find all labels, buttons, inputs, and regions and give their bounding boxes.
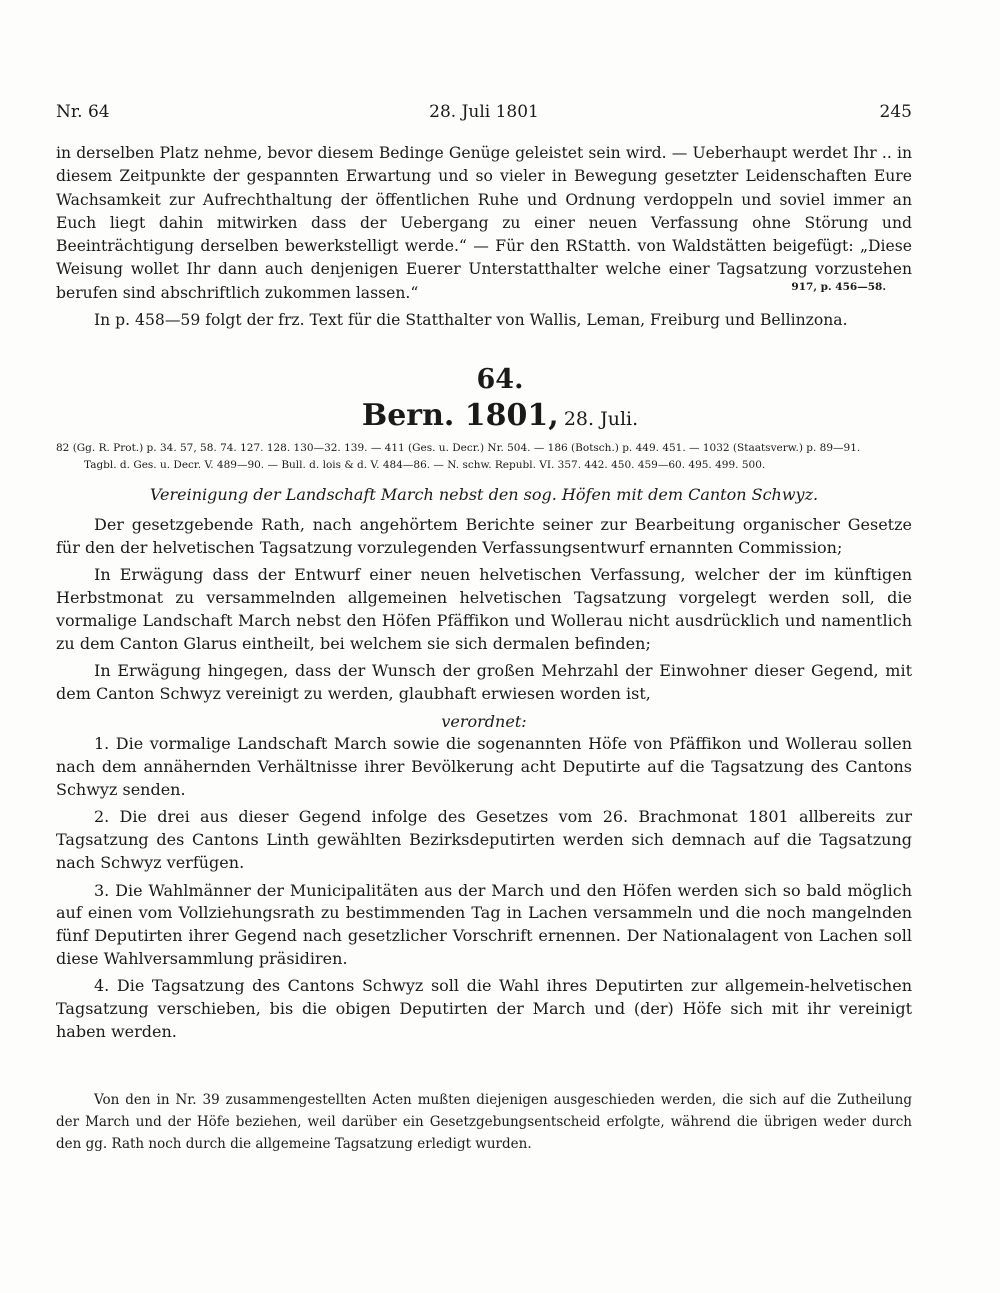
document-number-header: Nr. 64 [56,102,110,122]
date-header: 28. Juli 1801 [429,102,539,122]
document-number: 64. [476,364,524,395]
intro-paragraph [56,142,912,305]
sources-line-1: 82 (Gg. R. Prot.) p. 34. 57, 58. 74. 127. 128. 130—32. 139. — 411 (Ges. u. Decr.) Nr. 504. — 186 (Botsch.) p. 449. 451. — 1032 (Staatsverw.) p. 89—91. [56,442,861,454]
editorial-note [56,1089,912,1155]
article-3: 3. Die Wahlmänner der Municipalitäten aus der March und den Höfen werden sich so bald möglich auf einen vom Vollziehungsrath zu bestimmenden Tag in Lachen versammeln und die noch mangelnden fünf Deputirten ihrer Gegend nach gesetzlicher Vorschrift ernennen. Der Nationalagent von Lachen soll diese Wahlversammlung präsidiren. [56,880,912,968]
preamble-paragraph: Der gesetzgebende Rath, nach angehörtem Berichte seiner zur Bearbeitung organischer Gesetze für den der helvetischen Tagsatzung vorzulegenden Verfassungsentwurf ernannten Commission; [56,515,912,557]
intro-text: in derselben Platz nehme, bevor diesem Bedinge Genüge geleistet sein wird. — Ueberhaupt werdet Ihr .. in diesem Zeitpunkte der gespannten Erwartung und so vieler in Bewegung gesetzter Leidenschaften Eure Wachsamkeit zur Aufrechthaltung der öffentlichen Ruhe und Ordnung verdoppeln und soviel immer an Euch liegt dahin mitwirken dass der Uebergang zu einer neuen Verfassung ohne Störung und Beeinträchtigung derselben bewerkstelligt werde.“ — Für den RStatth. von Waldstätten beigefügt: „Diese Weisung wollet Ihr dann auch denjenigen Euerer Unterstatthalter welche einer Tagsatzung vorzustehen berufen sind abschriftlich zukommen lassen.“ [56,144,912,302]
document-place-year: Bern. 1801, [361,398,559,433]
article-1: 1. Die vormalige Landschaft March sowie die sogenannten Höfe von Pfäffikon und Wollerau sollen nach dem annähernden Verhältnisse ihrer Bevölkerung acht Deputirte auf die Tagsatzung des Cantons Schwyz senden. [56,734,912,799]
verordnet-heading: verordnet: [441,711,527,731]
intro-note-text: In p. 458—59 folgt der frz. Text für die Statthalter von Wallis, Leman, Freiburg und Bellinzona. [94,311,848,329]
editorial-note-text: Von den in Nr. 39 zusammengestellten Acten mußten diejenigen ausgeschieden werden, die sich auf die Zutheilung der March und der Höfe beziehen, weil darüber ein Gesetzgebungsentscheid erfolgte, während die übrigen weder durch den gg. Rath noch durch die allgemeine Tagsatzung erledigt wurden. [56,1092,912,1152]
intro-note [56,309,912,332]
considering-paragraph-1: In Erwägung dass der Entwurf einer neuen helvetischen Verfassung, welcher der im künftigen Herbstmonat zu versammelnden allgemeinen helvetischen Tagsatzung vorgelegt werden soll, die vormalige Landschaft March nebst den Höfen Pfäffikon und Wollerau nicht ausdrücklich und namentlich zu dem Canton Glarus eintheilt, bei welchem sie sich dermalen befinden; [56,565,912,653]
page-header [56,102,912,128]
document-date: 28. Juli. [563,408,639,430]
document-body [56,514,912,1048]
article-4: 4. Die Tagsatzung des Cantons Schwyz soll die Wahl ihres Deputirten zur allgemein-helvetischen Tagsatzung verschieben, bis die obigen Deputirten der March und (der) Höfe sich mit ihr vereinigt haben werden. [56,976,912,1041]
document-summary: Vereinigung der Landschaft March nebst den sog. Höfen mit dem Canton Schwyz. [149,485,819,504]
article-2: 2. Die drei aus dieser Gegend infolge des Gesetzes vom 26. Brachmonat 1801 allbereits zur Tagsatzung des Cantons Linth gewählten Bezirksdeputirten werden sich demnach auf die Tagsatzung nach Schwyz verfügen. [56,807,912,872]
considering-paragraph-2: In Erwägung hingegen, dass der Wunsch der großen Mehrzahl der Einwohner dieser Gegend, mit dem Canton Schwyz vereinigt zu werden, glaubhaft erwiesen worden ist, [56,661,912,703]
page-number: 245 [879,102,912,122]
document-title [0,398,1000,433]
intro-reference: 917, p. 456—58. [791,281,886,293]
source-references [56,440,912,474]
sources-line-2: Tagbl. d. Ges. u. Decr. V. 489—90. — Bull. d. lois & d. V. 484—86. — N. schw. Republ. VI. 357. 442. 450. 459—60. 495. 499. 500. [84,459,766,471]
